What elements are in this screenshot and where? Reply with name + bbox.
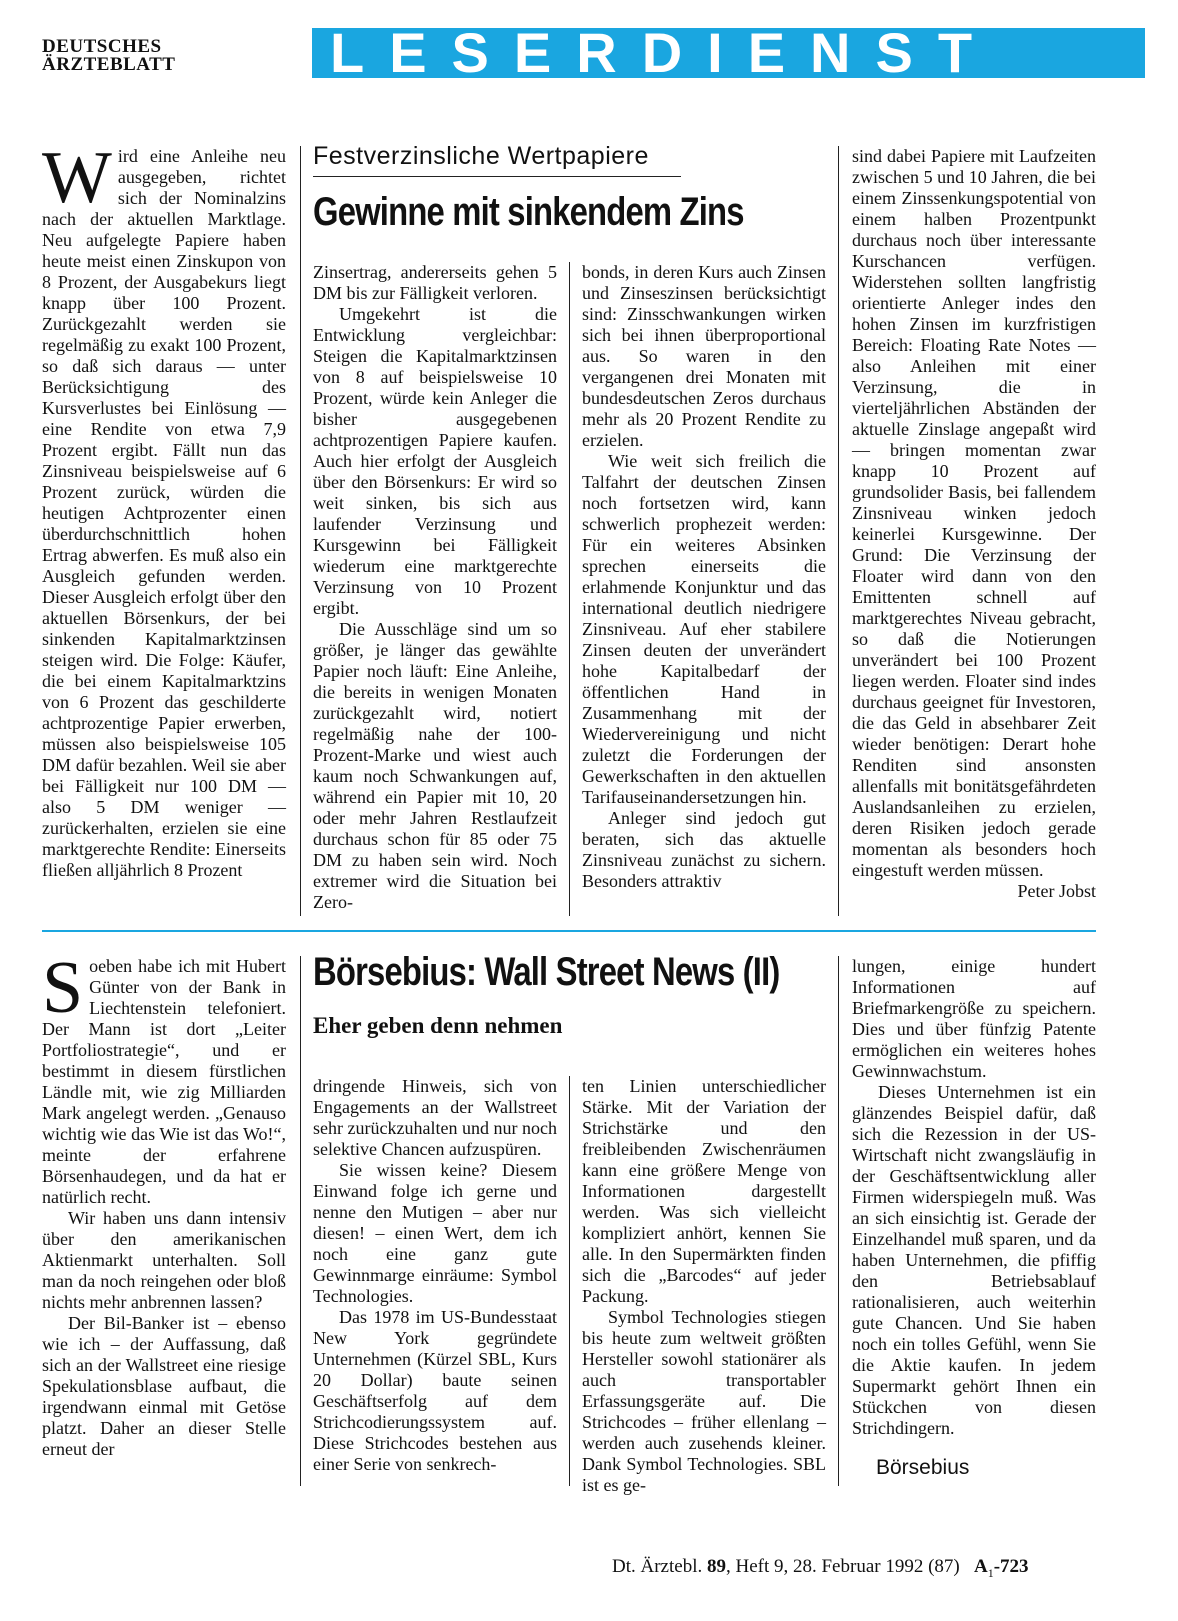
paragraph: dringende Hinweis, sich von Engagements an der Wallstreet sehr zurückzuhalten und nur noch selektive Chancen aufzuspüren.: [313, 1076, 557, 1159]
article1-column-4: [852, 146, 1096, 916]
dropcap: S: [42, 947, 84, 1029]
author-name: Peter Jobst: [1017, 881, 1096, 901]
column-divider: [838, 956, 839, 1486]
paragraph: Das 1978 im US-Bundesstaat New York gegründete Unternehmen (Kürzel SBL, Kurs 20 Dollar) baute seinen Geschäftserfolg auf dem Strichcodierungssystem auf. Diese Strichcodes bestehen aus einer Serie von senkrech-: [313, 1307, 557, 1474]
paragraph: Der Bil-Banker ist – ebenso wie ich – der Auffassung, daß sich an der Wallstreet eine riesige Spekulationsblase aufbaut, die irgendwann einmal mit Getöse platzt. Daher an dieser Stelle erneut der: [42, 1313, 286, 1459]
paragraph: oeben habe ich mit Hubert Günter von der Bank in Liechtenstein telefoniert. Der Mann ist dort „Leiter Portfoliostrategie“, und er bestimmt in diesem fürstlichen Ländle mit, wie zig Milliarden Mark angelegt werden. „Genauso wichtig wie das Wie ist das Wo!“, meinte der erfahrene Börsenhaudegen, und da hat er natürlich recht.: [42, 956, 286, 1207]
column-divider: [838, 146, 839, 916]
page-footer: [612, 1556, 1029, 1581]
paragraph: lungen, einige hundert Informationen auf Briefmarkengröße zu speichern. Dies und über fünfzig Patente ermöglichen ein weiteres hohes Gewinnwachstum.: [852, 956, 1096, 1081]
column-divider: [569, 1076, 570, 1486]
paragraph: Dieses Unternehmen ist ein glänzendes Beispiel dafür, daß sich die Rezession in der US-Wirtschaft nicht zwangsläufig in der Geschäftsentwicklung aller Firmen widerspiegeln muß. Was an sich einsichtig ist. Gerade der Einzelhandel muß sparen, und da haben Unternehmen, die pfiffig den Betriebsablauf rationalisieren, auch weiterhin gute Chancen. Und Sie haben noch ein tolles Gefühl, wenn Sie die Aktie kaufen. In jedem Supermarkt gehört Ihnen ein Stückchen von diesen Strichdingern.: [852, 1082, 1096, 1438]
column-divider: [569, 262, 570, 916]
journal-logo: [42, 38, 212, 74]
paragraph: Umgekehrt ist die Entwicklung vergleichbar: Steigen die Kapitalmarktzinsen von 8 auf beispielsweise 10 Prozent, würde kein Anleger die bisher ausgegebenen achtprozentigen Papiere kaufen. Auch hier erfolgt der Ausgleich über den Börsenkurs: Er wird so weit sinken, bis sich aus laufender Verzinsung und Kursgewinn bei Fälligkeit wiederum eine marktgerechte Verzinsung von 10 Prozent ergibt.: [313, 304, 557, 618]
article1-kicker: Festverzinsliche Wertpapiere: [313, 142, 649, 170]
paragraph: Sie wissen keine? Diesem Einwand folge ich gerne und nenne den Mutigen – aber nur diesen! – einen Wert, dem ich noch eine ganz gute Gewinnmarge einräume: Symbol Technologies.: [313, 1160, 557, 1306]
article1-column-2: [313, 262, 557, 916]
paragraph: Wie weit sich freilich die Talfahrt der deutschen Zinsen noch fortsetzen wird, kann schwerlich prophezeit werden: Für ein weiteres Absinken sprechen einerseits die erlahmende Konjunktur und das international deutlich niedrigere Zinsniveau. Auf eher stabilere Zinsen deuten der unverändert hohe Kapitalbedarf der öffentlichen Hand in Zusammenhang mit der Wiedervereinigung und nicht zuletzt die Forderungen der Gewerkschaften in den aktuellen Tarifauseinandersetzungen hin.: [582, 451, 826, 807]
citation-rest: , Heft 9, 28. Februar 1992 (87): [725, 1556, 960, 1577]
dropcap: W: [42, 137, 112, 219]
paragraph: ten Linien unterschiedlicher Stärke. Mit der Variation der Strichstärke und den freibleibenden Zwischenräumen kann eine größere Menge von Informationen dargestellt werden. Was sich vielleicht kompliziert anhört, kennen Sie alle. In den Supermärkten finden sich die „Barcodes“ auf jeder Packung.: [582, 1076, 826, 1306]
article2-column-3: [582, 1076, 826, 1495]
citation-prefix: Dt. Ärztebl.: [612, 1556, 703, 1577]
paragraph: Die Ausschläge sind um so größer, je länger das gewählte Papier noch läuft: Eine Anleihe, die bereits in wenigen Monaten zurückgezahlt wird, notiert regelmäßig nahe der 100-Prozent-Marke und wiest auch kaum noch Schwankungen auf, während ein Papier mit 10, 20 oder mehr Jahren Restlaufzeit durchaus schon für 85 oder 75 DM zu haben sein wird. Noch extremer wird die Situation bei Zero-: [313, 619, 557, 912]
article2-column-1: [42, 947, 286, 1486]
article2-subhead: Eher geben denn nehmen: [313, 1013, 563, 1038]
paragraph: Zinsertrag, andererseits gehen 5 DM bis zur Fälligkeit verloren.: [313, 262, 557, 303]
article1-headline: Gewinne mit sinkendem Zins: [313, 190, 744, 234]
logo-line-1: DEUTSCHES: [42, 36, 162, 57]
column-divider: [300, 956, 301, 1486]
article2-column-2: [313, 1076, 557, 1486]
section-banner: [312, 28, 1145, 78]
section-title: LESERDIENST: [330, 28, 998, 78]
logo-line-2: ÄRZTEBLATT: [42, 54, 176, 75]
paragraph: sind dabei Papiere mit Laufzeiten zwischen 5 und 10 Jahren, die bei einem Zinssenkungspotential von einem halben Prozentpunkt durchaus noch über interessante Kurschancen verfügen. Widerstehen sollten langfristig orientierte Anleger indes den hohen Zinsen im kurzfristigen Bereich: Floating Rate Notes — also Anleihen mit einer Verzinsung, die in vierteljährlichen Abständen der aktuelle Zinslage angepaßt wird — bringen momentan zwar knapp 10 Prozent auf grundsolider Basis, bei fallendem Zinsniveau winken jedoch keinerlei Kursgewinne. Der Grund: Die Verzinsung der Floater wird dann von den Emittenten schnell auf marktgerechtes Niveau gebracht, so daß die Notierungen unverändert bei 100 Prozent liegen werden. Floater sind indes durchaus geeignet für Investoren, die das Geld in absehbarer Zeit wieder benötigen: Derart hohe Renditen sind ansonsten allenfalls mit bonitätsgefährdeten Auslandsanleihen zu erzielen, deren Risiken jedoch gerade momentan als besonders hoch eingestuft werden müssen.: [852, 146, 1096, 880]
kicker-underline: [313, 176, 681, 177]
article1-column-3: [582, 262, 826, 916]
article2-column-4: [852, 956, 1096, 1486]
article-separator: [42, 930, 1096, 932]
page-prefix: A: [974, 1556, 988, 1577]
paragraph: Wir haben uns dann intensiv über den amerikanischen Aktienmarkt unterhalten. Soll man da noch reingehen oder bloß nichts mehr anbrennen lassen?: [42, 1208, 286, 1312]
paragraph: Anleger sind jedoch gut beraten, sich das aktuelle Zinsniveau zunächst zu sichern. Besonders attraktiv: [582, 808, 826, 891]
paragraph: Symbol Technologies stiegen bis heute zum weltweit größten Hersteller sowohl stationärer als auch transportabler Erfassungsgeräte auf. Die Strichcodes – früher ellenlang – werden auch zusehends kleiner. Dank Symbol Technologies. SBL ist es ge-: [582, 1307, 826, 1495]
paragraph: bonds, in deren Kurs auch Zinsen und Zinseszinsen berücksichtigt sind: Zinsschwankungen wirken sich bei ihnen überproportional aus. So waren in den vergangenen drei Monaten mit bundesdeutschen Zeros durchaus mehr als 20 Prozent Rendite zu erzielen.: [582, 262, 826, 450]
citation-volume: 89: [706, 1556, 726, 1577]
signature: Börsebius: [876, 1456, 970, 1479]
column-divider: [300, 146, 301, 916]
paragraph: ird eine Anleihe neu ausgegeben, richtet sich der Nominalzins nach der aktuellen Marktlage. Neu aufgelegte Papiere haben heute meist einen Zinskupon von 8 Prozent, der Ausgabekurs liegt knapp über 100 Prozent. Zurückgezahlt werden sie regelmäßig zu exakt 100 Prozent, so daß sich daraus — unter Berücksichtigung des Kursverlustes bei Einlösung — eine Rendite von etwa 7,9 Prozent ergibt. Fällt nun das Zinsniveau beispielsweise auf 6 Prozent zurück, würden die heutigen Achtprozenter einen überdurchschnittlich hohen Ertrag abwerfen. Es muß also ein Ausgleich gefunden werden. Dieser Ausgleich erfolgt über den aktuellen Börsenkurs, der bei sinkenden Kapitalmarktzinsen steigen wird. Die Folge: Käufer, die bei einem Kapitalmarktzins von 6 Prozent das geschilderte achtprozentige Papier erwerben, müssen also beispielsweise 105 DM dafür bezahlen. Weil sie aber bei Fälligkeit nur 100 DM — also 5 DM weniger — zurückerhalten, erzielen sie eine marktgerechte Rendite: Einerseits fließen alljährlich 8 Prozent: [42, 146, 286, 880]
page-number: -723: [993, 1556, 1029, 1577]
article1-column-1: [42, 137, 286, 916]
page-subscript: 1: [987, 1565, 994, 1580]
article2-headline: Börsebius: Wall Street News (II): [313, 950, 780, 994]
